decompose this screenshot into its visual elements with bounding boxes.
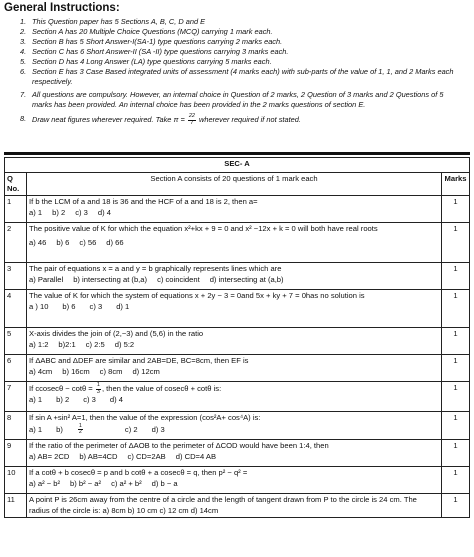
fraction: $\frac{1}{3}$ bbox=[96, 382, 100, 395]
table-row: 8 If sin A +sin² A=1, then the value of the expression (cos²A+ cos⁴A) is: a) 1 b) $\frac{1}{2}$ c) 2 d) 3 1 bbox=[5, 412, 470, 440]
pi-fraction: $\frac{22}{7}$ bbox=[188, 113, 195, 126]
instruction-item: 3. Section B has 5 Short Answer-I(SA-1) type questions carrying 2 marks each. bbox=[20, 37, 283, 46]
question-options: a) 8cm b) 10 cm c) 12 cm d) 14cm bbox=[102, 505, 219, 515]
table-row: 3 The pair of equations x = a and y = b graphically represents lines which are a) Parallel b) intersecting at (b,a) c) coincident d) intersecting at (a,b) 1 bbox=[5, 263, 470, 290]
section-title: SEC- A bbox=[5, 158, 470, 173]
question-text: If sin A +sin² A=1, then the value of the expression (cos²A+ cos⁴A) is: bbox=[29, 413, 261, 423]
questions-table bbox=[4, 157, 470, 518]
table-row: 2 The positive value of K for which the equation x²+kx + 9 = 0 and x² −12x + k = 0 will both have real roots a) 46 b) 6 c) 56 d) 66 1 bbox=[5, 223, 470, 263]
question-options: a) 1 b) $\frac{1}{2}$ c) 2 d) 3 bbox=[29, 422, 165, 436]
question-text: If the ratio of the perimeter of ΔAOB to the perimeter of ΔCOD would have been 1:4, then bbox=[29, 441, 329, 451]
question-options: a) 4cm b) 16cm c) 8cm d) 12cm bbox=[29, 366, 160, 376]
instruction-item: 8. Draw neat figures wherever required. Take π = $\frac{22}{7}$ wherever required if not stated. bbox=[20, 113, 301, 126]
question-text: The positive value of K for which the equation x²+kx + 9 = 0 and x² −12x + k = 0 will both have real roots bbox=[29, 224, 378, 234]
question-options: a) 1:2 b)2:1 c) 2:5 d) 5:2 bbox=[29, 339, 135, 349]
question-text: If ccosecθ − cotθ = $\frac{1}{3}$ , then the value of cosecθ + cotθ is: bbox=[29, 382, 222, 395]
marks-header: Marks bbox=[442, 173, 470, 196]
question-text: If b the LCM of a and 18 is 36 and the HCF of a and 18 is 2, then a= bbox=[29, 197, 258, 207]
question-options: a) 46 b) 6 c) 56 d) 66 bbox=[29, 237, 124, 247]
qno-header: Q No. bbox=[5, 173, 27, 196]
fraction: $\frac{1}{2}$ bbox=[78, 422, 82, 436]
instruction-item: 5. Section D has 4 Long Answer (LA) type questions carrying 5 marks each. bbox=[20, 57, 272, 66]
table-row: 7 If ccosecθ − cotθ = $\frac{1}{3}$ , then the value of cosecθ + cotθ is: a) 1 b) 2 c) 3 d) 4 1 bbox=[5, 382, 470, 412]
table-row: 6 If ΔABC and ΔDEF are similar and 2AB=DE, BC=8cm, then EF is a) 4cm b) 16cm c) 8cm d) 12cm 1 bbox=[5, 355, 470, 382]
question-options: a) Parallel b) intersecting at (b,a) c) coincident d) intersecting at (a,b) bbox=[29, 274, 284, 284]
question-options: a) AB= 2CD b) AB=4CD c) CD=2AB d) CD=4 AB bbox=[29, 451, 217, 461]
table-row: 10 If a cotθ + b cosecθ = p and b cotθ + a cosecθ = q, then p² − q² = a) a² − b² b) b² − a² c) a² + b² d) b − a 1 bbox=[5, 467, 470, 494]
table-row: 1 If b the LCM of a and 18 is 36 and the HCF of a and 18 is 2, then a= a) 1 b) 2 c) 3 d) 4 1 bbox=[5, 196, 470, 223]
table-row: 5 X-axis divides the join of (2,−3) and (5,6) in the ratio a) 1:2 b)2:1 c) 2:5 d) 5:2 1 bbox=[5, 328, 470, 355]
question-text: X-axis divides the join of (2,−3) and (5,6) in the ratio bbox=[29, 329, 204, 339]
question-text: If a cotθ + b cosecθ = p and b cotθ + a cosecθ = q, then p² − q² = bbox=[29, 468, 248, 478]
instruction-item: 1. This Question paper has 5 Sections A, B, C, D and E bbox=[20, 17, 206, 26]
section-divider bbox=[4, 152, 470, 155]
section-subtitle: Section A consists of 20 questions of 1 mark each bbox=[27, 173, 442, 196]
table-row: 9 If the ratio of the perimeter of ΔAOB to the perimeter of ΔCOD would have been 1:4, then a) AB= 2CD b) AB=4CD c) CD=2AB d) CD=4 AB 1 bbox=[5, 440, 470, 467]
instruction-item: 7. All questions are compulsory. However, an internal choice in Question of 2 marks, 2 Question of 3 marks and 2 Questions of 5 marks has been provided. An internal choice has been provided in the 2 marks questions of section E. bbox=[20, 90, 444, 109]
question-text: A point P is 26cm away from the centre of a circle and the length of tangent drawn from P to the circle is 24 cm. The radius of the circle is: bbox=[29, 495, 417, 515]
question-options: a) 1 b) 2 c) 3 d) 4 bbox=[29, 207, 111, 217]
instruction-item: 4. Section C has 6 Short Answer-II (SA -II) type questions carrying 3 marks each. bbox=[20, 47, 289, 56]
instructions-list bbox=[20, 17, 460, 126]
question-options: a) 1 b) 2 c) 3 d) 4 bbox=[29, 395, 123, 405]
question-options: a ) 10 b) 6 c) 3 d) 1 bbox=[29, 301, 130, 311]
question-options: a) a² − b² b) b² − a² c) a² + b² d) b − a bbox=[29, 478, 178, 488]
instructions-title: General Instructions: bbox=[4, 2, 120, 14]
table-row: 4 The value of K for which the system of equations x + 2y − 3 = 0and 5x + ky + 7 = 0has no solution is a ) 10 b) 6 c) 3 d) 1 1 bbox=[5, 290, 470, 328]
question-text: The pair of equations x = a and y = b graphically represents lines which are bbox=[29, 264, 282, 274]
question-text: The value of K for which the system of equations x + 2y − 3 = 0and 5x + ky + 7 = 0has no solution is bbox=[29, 291, 365, 301]
instruction-item: 6. Section E has 3 Case Based integrated units of assessment (4 marks each) with sub-parts of the value of 1, 1, and 2 Marks each respectively. bbox=[20, 67, 454, 86]
instruction-item: 2. Section A has 20 Multiple Choice Questions (MCQ) carrying 1 mark each. bbox=[20, 27, 273, 36]
question-text: If ΔABC and ΔDEF are similar and 2AB=DE, BC=8cm, then EF is bbox=[29, 356, 249, 366]
table-row: 11 A point P is 26cm away from the centre of a circle and the length of tangent drawn from P to the circle is 24 cm. The radius of the circle is: a) 8cm b) 10 cm c) 12 cm d) 14cm 1 bbox=[5, 494, 470, 518]
